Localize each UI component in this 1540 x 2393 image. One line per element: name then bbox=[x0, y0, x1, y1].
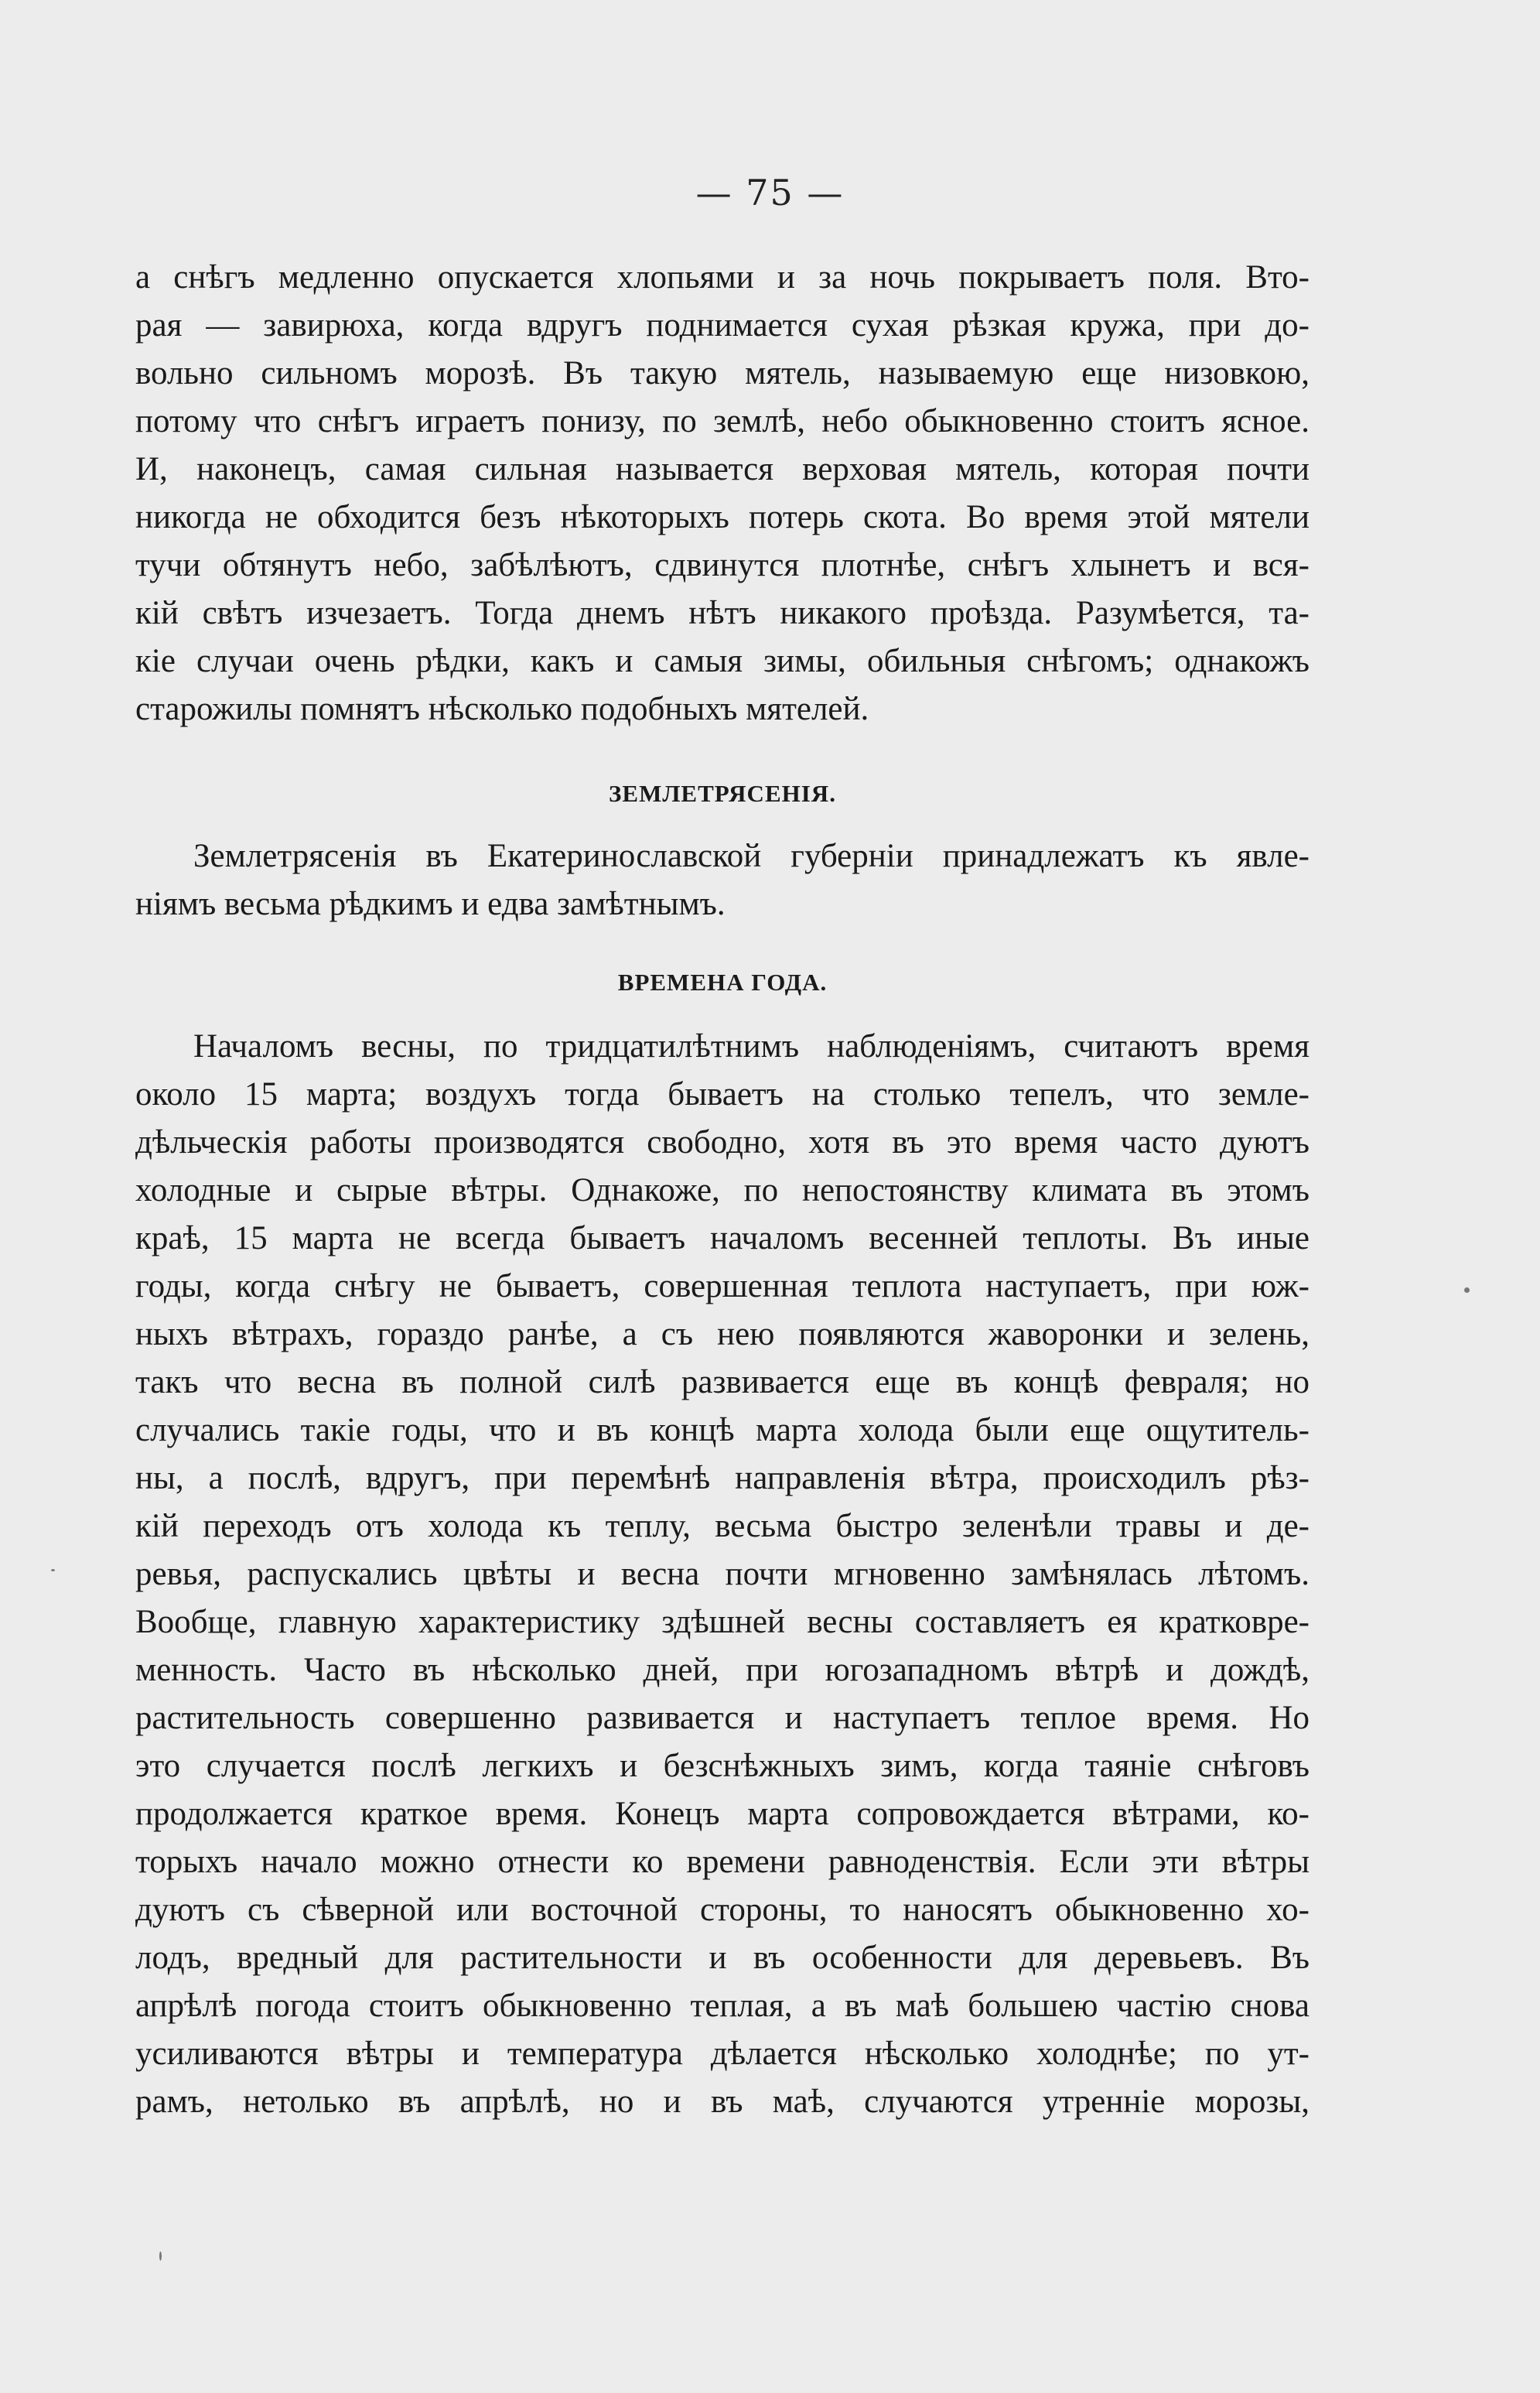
text-line: растительность совершенно развивается и наступаетъ теплое время. Но bbox=[135, 1700, 1310, 1736]
text-line: случались такіе годы, что и въ концѣ марта холода были еще ощутитель- bbox=[135, 1412, 1310, 1448]
text-line: краѣ, 15 марта не всегда бываетъ началомъ весенней теплоты. Въ иные bbox=[135, 1220, 1310, 1256]
text-line: торыхъ начало можно отнести ко времени равноденствія. Если эти вѣтры bbox=[135, 1844, 1310, 1880]
text-line: это случается послѣ легкихъ и безснѣжныхъ зимъ, когда таяніе снѣговъ bbox=[135, 1748, 1310, 1784]
text-line: никогда не обходится безъ нѣкоторыхъ потерь скота. Во время этой мятели bbox=[135, 499, 1310, 535]
text-line: усиливаются вѣтры и температура дѣлается нѣсколько холоднѣе; по ут- bbox=[135, 2036, 1310, 2072]
text-line: ныхъ вѣтрахъ, гораздо ранѣе, а съ нею появляются жаворонки и зелень, bbox=[135, 1316, 1310, 1352]
paper-speck bbox=[159, 2251, 162, 2261]
text-line: менность. Часто въ нѣсколько дней, при югозападномъ вѣтрѣ и дождѣ, bbox=[135, 1652, 1310, 1688]
text-line: годы, когда снѣгу не бываетъ, совершенная теплота наступаетъ, при юж- bbox=[135, 1268, 1310, 1304]
text-line: такъ что весна въ полной силѣ развивается еще въ концѣ февраля; но bbox=[135, 1364, 1310, 1400]
text-line: около 15 марта; воздухъ тогда бываетъ на столько тепелъ, что земле- bbox=[135, 1076, 1310, 1113]
text-line: Вообще, главную характеристику здѣшней весны составляетъ ея кратковре- bbox=[135, 1604, 1310, 1640]
text-line: потому что снѣгъ играетъ понизу, по землѣ, небо обыкновенно стоитъ ясное. bbox=[135, 403, 1310, 439]
text-line: лодъ, вредный для растительности и въ особенности для деревьевъ. Въ bbox=[135, 1940, 1310, 1976]
page-number: — 75 — bbox=[695, 172, 845, 214]
text-line: дуютъ съ сѣверной или восточной стороны, то наносятъ обыкновенно хо- bbox=[135, 1892, 1310, 1928]
text-line: кій свѣтъ изчезаетъ. Тогда днемъ нѣтъ никакого проѣзда. Разумѣется, та- bbox=[135, 595, 1310, 631]
text-line: дѣльческія работы производятся свободно, хотя въ это время часто дуютъ bbox=[135, 1124, 1310, 1161]
text-line: продолжается краткое время. Конецъ марта сопровождается вѣтрами, ко- bbox=[135, 1796, 1310, 1832]
section-heading-earthquakes: ЗЕМЛЕТРЯСЕНІЯ. bbox=[609, 780, 836, 807]
paper-speck bbox=[1464, 1287, 1470, 1293]
paragraph-seasons bbox=[135, 1023, 1310, 2126]
text-line: ревья, распускались цвѣты и весна почти мгновенно замѣнялась лѣтомъ. bbox=[135, 1556, 1310, 1592]
text-line: холодные и сырые вѣтры. Однакоже, по непостоянству климата въ этомъ bbox=[135, 1172, 1310, 1208]
text-line: кій переходъ отъ холода къ теплу, весьма быстро зеленѣли травы и де- bbox=[135, 1508, 1310, 1544]
text-line: Началомъ весны, по тридцатилѣтнимъ наблюденіямъ, считаютъ время bbox=[193, 1028, 1310, 1065]
text-line: вольно сильномъ морозѣ. Въ такую мятель, называемую еще низовкою, bbox=[135, 355, 1310, 391]
text-line: кіе случаи очень рѣдки, какъ и самыя зимы, обильныя снѣгомъ; однакожъ bbox=[135, 643, 1310, 679]
text-line: И, наконецъ, самая сильная называется верховая мятель, которая почти bbox=[135, 451, 1310, 487]
text-line: ны, а послѣ, вдругъ, при перемѣнѣ направленія вѣтра, происходилъ рѣз- bbox=[135, 1460, 1310, 1496]
text-line: старожилы помнятъ нѣсколько подобныхъ мятелей. bbox=[135, 691, 869, 727]
text-line: рая — завирюха, когда вдругъ поднимается сухая рѣзкая кружа, при до- bbox=[135, 307, 1310, 344]
section-heading-seasons: ВРЕМЕНА ГОДА. bbox=[617, 969, 828, 996]
paragraph-earthquakes bbox=[135, 832, 1310, 928]
text-line: Землетрясенія въ Екатеринославской губерніи принадлежатъ къ явле- bbox=[193, 838, 1310, 874]
text-line: а снѣгъ медленно опускается хлопьями и за ночь покрываетъ поля. Вто- bbox=[135, 259, 1310, 296]
paper-speck bbox=[51, 1569, 55, 1571]
text-line: апрѣлѣ погода стоитъ обыкновенно теплая, а въ маѣ большею частію снова bbox=[135, 1988, 1310, 2024]
text-line: рамъ, нетолько въ апрѣлѣ, но и въ маѣ, случаются утренніе морозы, bbox=[135, 2084, 1310, 2120]
text-line: ніямъ весьма рѣдкимъ и едва замѣтнымъ. bbox=[135, 886, 726, 922]
text-line: тучи обтянутъ небо, забѣлѣютъ, сдвинутся плотнѣе, снѣгъ хлынетъ и вся- bbox=[135, 547, 1310, 583]
paragraph-blizzards bbox=[135, 254, 1310, 733]
